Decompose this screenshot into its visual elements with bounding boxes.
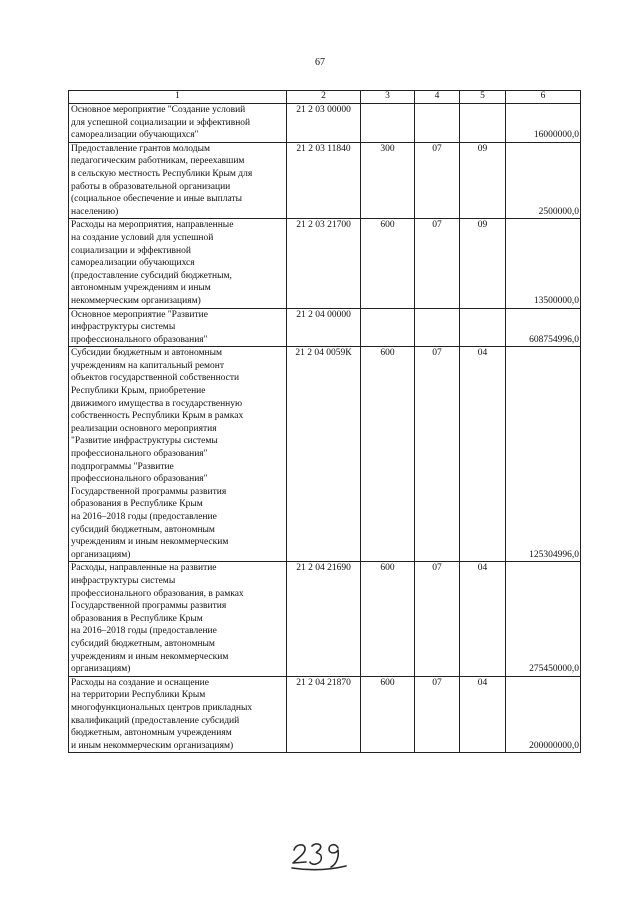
row-description-line: Расходы, направленные на развитие (71, 563, 217, 574)
row-description-line: самореализации обучающихся (71, 258, 195, 269)
row-description-line: Государственной программы развития (71, 486, 227, 497)
row-amount: 13500000,0 (506, 219, 581, 308)
column-header-3: 3 (361, 91, 415, 104)
row-description-line: Субсидии бюджетным и автономным (71, 348, 223, 359)
table-row (69, 347, 581, 562)
row-expense-type: 300 (361, 142, 415, 219)
row-description (69, 219, 287, 308)
row-subsection: 04 (460, 676, 506, 753)
row-description-line: инфраструктуры системы (71, 575, 176, 586)
row-description-line: Расходы на создание и оснащение (71, 677, 209, 688)
row-description-line: бюджетным, автономным учреждениям (71, 728, 232, 739)
row-expense-type: 600 (361, 676, 415, 753)
row-description-line: (социальное обеспечение и иные выплаты (71, 194, 242, 205)
row-description-line: учреждениям и иным некоммерческим (71, 651, 229, 662)
row-description-line: профессионального образования" (71, 334, 208, 345)
row-description-line: собственность Республики Крым в рамках (71, 411, 244, 422)
table-row (69, 676, 581, 753)
column-header-6: 6 (506, 91, 581, 104)
page-number: 67 (315, 57, 325, 68)
table-row (69, 562, 581, 676)
row-expense-type: 600 (361, 219, 415, 308)
row-description-line: реализации основного мероприятия (71, 423, 217, 434)
row-amount: 2500000,0 (506, 142, 581, 219)
row-subsection (460, 104, 506, 143)
row-description-line: профессионального образования" (71, 474, 208, 485)
budget-table (68, 90, 581, 753)
row-budget-code: 21 2 03 11840 (287, 142, 361, 219)
row-subsection: 04 (460, 562, 506, 676)
row-description-line: самореализации обучающихся" (71, 130, 199, 141)
row-section (415, 104, 460, 143)
row-amount: 125304996,0 (506, 347, 581, 562)
row-subsection (460, 308, 506, 347)
column-header-1: 1 (69, 91, 287, 104)
row-description-line: работы в образовательной организации (71, 181, 231, 192)
row-description-line: автономным учреждениям и иным (71, 283, 211, 294)
row-description-line: на 2016–2018 годы (предоставление (71, 512, 217, 522)
row-budget-code: 21 2 04 21690 (287, 562, 361, 676)
row-description-line: многофункциональных центров прикладных (71, 702, 253, 713)
row-description-line: субсидий бюджетным, автономным (71, 524, 215, 535)
row-description-line: квалификаций (предоставление субсидий (71, 715, 240, 726)
row-description-line: объектов государственной собственности (71, 373, 240, 384)
row-subsection: 09 (460, 142, 506, 219)
row-description-line: на 2016–2018 годы (предоставление (71, 626, 217, 637)
table-header-row (69, 91, 581, 104)
row-subsection: 09 (460, 219, 506, 308)
column-header-5: 5 (460, 91, 506, 104)
row-description-line: субсидий бюджетным, автономным (71, 638, 215, 649)
row-description-line: Государственной программы развития (71, 601, 227, 612)
row-description (69, 308, 287, 347)
row-description-line: профессионального образования" (71, 449, 208, 460)
row-budget-code: 21 2 03 00000 (287, 104, 361, 143)
row-description-line: (предоставление субсидий бюджетным, (71, 270, 232, 281)
column-header-4: 4 (415, 91, 460, 104)
row-section: 07 (415, 347, 460, 562)
row-description-line: на создание условий для успешной (71, 232, 214, 243)
row-budget-code: 21 2 04 00000 (287, 308, 361, 347)
row-description (69, 676, 287, 753)
row-amount: 275450000,0 (506, 562, 581, 676)
row-description-line: образования в Республике Крым (71, 499, 203, 510)
row-description-line: Предоставление грантов молодым (71, 143, 210, 154)
row-amount: 16000000,0 (506, 104, 581, 143)
row-expense-type (361, 308, 415, 347)
column-header-2: 2 (287, 91, 361, 104)
row-description (69, 104, 287, 143)
row-description-line: учреждениям и иным некоммерческим (71, 537, 229, 548)
row-amount: 608754996,0 (506, 308, 581, 347)
row-description-line: Республики Крым, приобретение (71, 386, 206, 397)
row-section: 07 (415, 562, 460, 676)
row-description (69, 142, 287, 219)
row-description-line: некоммерческим организациям) (71, 295, 201, 306)
row-budget-code: 21 2 04 21870 (287, 676, 361, 753)
row-budget-code: 21 2 04 0059К (287, 347, 361, 562)
row-amount: 200000000,0 (506, 676, 581, 753)
row-expense-type (361, 104, 415, 143)
handwritten-page-number (290, 838, 350, 872)
table-row (69, 219, 581, 308)
row-description-line: Расходы на мероприятия, направленные (71, 220, 234, 231)
row-expense-type: 600 (361, 347, 415, 562)
row-description-line: профессионального образования, в рамках (71, 588, 244, 599)
row-section (415, 308, 460, 347)
row-description-line: педагогическим работникам, переехавшим (71, 156, 245, 167)
row-description-line: "Развитие инфраструктуры системы (71, 436, 218, 447)
row-description-line: в сельскую местность Республики Крым для (71, 168, 253, 179)
table-row (69, 308, 581, 347)
row-description-line: движимого имущества в государственную (71, 398, 243, 409)
row-description-line: населению) (71, 206, 119, 217)
row-description-line: учреждениям на капитальный ремонт (71, 360, 224, 371)
row-description (69, 347, 287, 562)
row-description (69, 562, 287, 676)
row-description-line: образования в Республике Крым (71, 613, 203, 624)
table-row (69, 142, 581, 219)
row-description-line: организациям) (71, 664, 131, 675)
row-section: 07 (415, 219, 460, 308)
row-description-line: Основное мероприятие "Развитие (71, 309, 208, 320)
row-description-line: социализации и эффективной (71, 245, 191, 256)
table-row (69, 104, 581, 143)
row-description-line: и иным некоммерческим организациям) (71, 740, 234, 751)
row-description-line: инфраструктуры системы (71, 322, 176, 333)
row-description-line: подпрограммы "Развитие (71, 461, 174, 472)
row-description-line: для успешной социализации и эффективной (71, 117, 251, 128)
row-subsection: 04 (460, 347, 506, 562)
row-budget-code: 21 2 03 21700 (287, 219, 361, 308)
row-description-line: организациям) (71, 549, 131, 560)
row-description-line: Основное мероприятие "Создание условий (71, 105, 246, 115)
row-section: 07 (415, 142, 460, 219)
row-expense-type: 600 (361, 562, 415, 676)
row-section: 07 (415, 676, 460, 753)
row-description-line: на территории Республики Крым (71, 690, 206, 701)
